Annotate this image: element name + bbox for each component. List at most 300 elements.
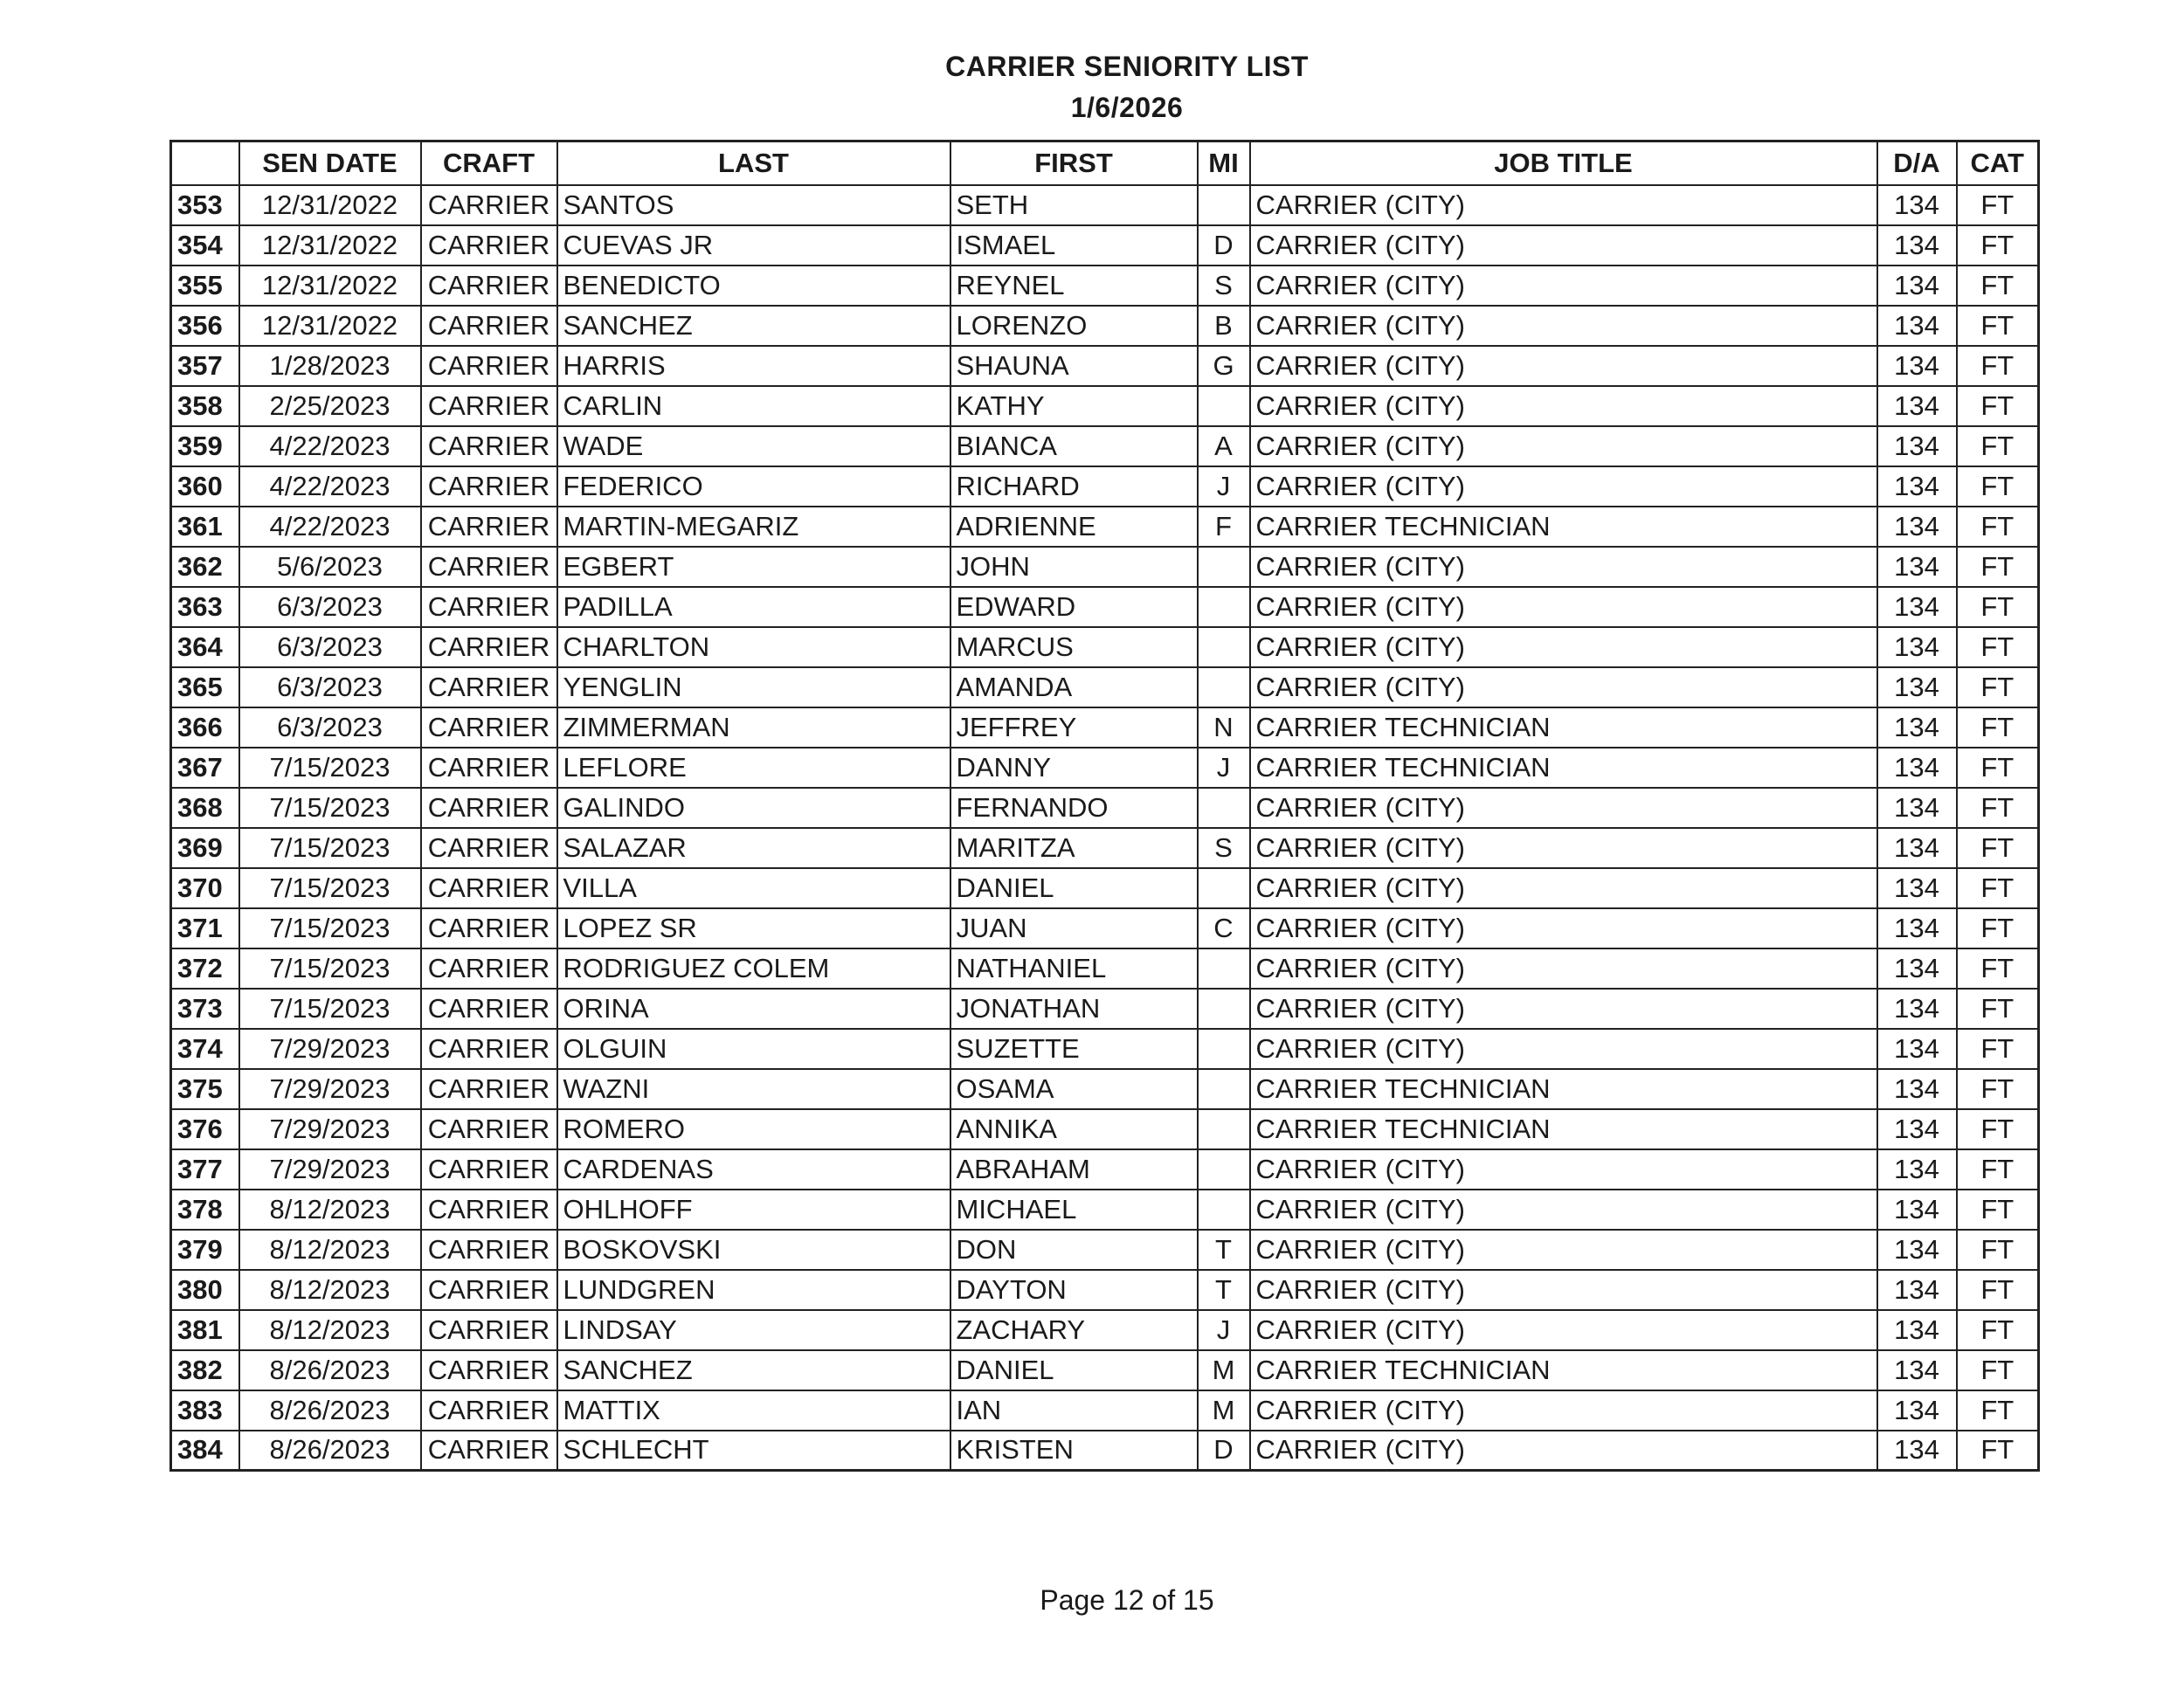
- cell-last: OHLHOFF: [557, 1190, 950, 1230]
- cell-craft: CARRIER: [421, 948, 557, 989]
- cell-first: REYNEL: [950, 266, 1198, 306]
- cell-cat: FT: [1957, 466, 2039, 507]
- cell-last: CHARLTON: [557, 627, 950, 667]
- cell-num: 369: [171, 828, 239, 868]
- cell-da: 134: [1877, 426, 1957, 466]
- cell-job-title: CARRIER (CITY): [1250, 627, 1877, 667]
- cell-mi: [1198, 587, 1250, 627]
- cell-last: VILLA: [557, 868, 950, 908]
- cell-num: 382: [171, 1350, 239, 1390]
- cell-craft: CARRIER: [421, 1270, 557, 1310]
- cell-num: 366: [171, 707, 239, 748]
- cell-last: HARRIS: [557, 346, 950, 386]
- cell-sen-date: 7/29/2023: [239, 1149, 421, 1190]
- table-row: [171, 667, 2039, 707]
- cell-num: 380: [171, 1270, 239, 1310]
- cell-sen-date: 7/15/2023: [239, 828, 421, 868]
- cell-job-title: CARRIER (CITY): [1250, 1149, 1877, 1190]
- cell-sen-date: 7/15/2023: [239, 788, 421, 828]
- cell-last: GALINDO: [557, 788, 950, 828]
- cell-da: 134: [1877, 989, 1957, 1029]
- cell-num: 367: [171, 748, 239, 788]
- cell-num: 360: [171, 466, 239, 507]
- cell-first: KRISTEN: [950, 1431, 1198, 1471]
- cell-first: FERNANDO: [950, 788, 1198, 828]
- cell-cat: FT: [1957, 547, 2039, 587]
- cell-mi: M: [1198, 1390, 1250, 1431]
- cell-mi: [1198, 1069, 1250, 1109]
- cell-da: 134: [1877, 1109, 1957, 1149]
- cell-last: ZIMMERMAN: [557, 707, 950, 748]
- table-row: [171, 306, 2039, 346]
- cell-mi: S: [1198, 266, 1250, 306]
- cell-craft: CARRIER: [421, 1029, 557, 1069]
- header-mi: MI: [1198, 141, 1250, 185]
- table-row: [171, 1310, 2039, 1350]
- cell-cat: FT: [1957, 1230, 2039, 1270]
- cell-mi: [1198, 868, 1250, 908]
- cell-num: 364: [171, 627, 239, 667]
- cell-mi: [1198, 627, 1250, 667]
- cell-da: 134: [1877, 1230, 1957, 1270]
- cell-first: EDWARD: [950, 587, 1198, 627]
- cell-craft: CARRIER: [421, 587, 557, 627]
- cell-craft: CARRIER: [421, 828, 557, 868]
- cell-last: SANCHEZ: [557, 1350, 950, 1390]
- header-first: FIRST: [950, 141, 1198, 185]
- cell-da: 134: [1877, 1390, 1957, 1431]
- cell-cat: FT: [1957, 748, 2039, 788]
- cell-craft: CARRIER: [421, 1109, 557, 1149]
- cell-num: 384: [171, 1431, 239, 1471]
- cell-mi: [1198, 386, 1250, 426]
- table-row: [171, 948, 2039, 989]
- cell-da: 134: [1877, 386, 1957, 426]
- cell-num: 379: [171, 1230, 239, 1270]
- cell-num: 355: [171, 266, 239, 306]
- seniority-table: [169, 140, 2040, 1472]
- cell-first: DAYTON: [950, 1270, 1198, 1310]
- cell-craft: CARRIER: [421, 306, 557, 346]
- cell-job-title: CARRIER (CITY): [1250, 225, 1877, 266]
- cell-mi: [1198, 1109, 1250, 1149]
- cell-job-title: CARRIER TECHNICIAN: [1250, 507, 1877, 547]
- cell-first: SHAUNA: [950, 346, 1198, 386]
- cell-num: 381: [171, 1310, 239, 1350]
- cell-da: 134: [1877, 587, 1957, 627]
- table-row: [171, 1109, 2039, 1149]
- cell-first: BIANCA: [950, 426, 1198, 466]
- table-row: [171, 346, 2039, 386]
- cell-craft: CARRIER: [421, 386, 557, 426]
- table-header: [171, 141, 2039, 185]
- cell-sen-date: 7/15/2023: [239, 948, 421, 989]
- cell-num: 368: [171, 788, 239, 828]
- cell-craft: CARRIER: [421, 547, 557, 587]
- table-row: [171, 507, 2039, 547]
- cell-mi: A: [1198, 426, 1250, 466]
- cell-job-title: CARRIER (CITY): [1250, 587, 1877, 627]
- cell-sen-date: 8/12/2023: [239, 1230, 421, 1270]
- cell-cat: FT: [1957, 667, 2039, 707]
- cell-last: MATTIX: [557, 1390, 950, 1431]
- table-body: [171, 185, 2039, 1471]
- cell-job-title: CARRIER (CITY): [1250, 908, 1877, 948]
- cell-da: 134: [1877, 185, 1957, 225]
- header-sen-date: SEN DATE: [239, 141, 421, 185]
- cell-mi: J: [1198, 748, 1250, 788]
- cell-first: RICHARD: [950, 466, 1198, 507]
- cell-job-title: CARRIER (CITY): [1250, 1230, 1877, 1270]
- cell-craft: CARRIER: [421, 707, 557, 748]
- cell-num: 362: [171, 547, 239, 587]
- cell-craft: CARRIER: [421, 1431, 557, 1471]
- cell-sen-date: 12/31/2022: [239, 306, 421, 346]
- header-num: [171, 141, 239, 185]
- cell-cat: FT: [1957, 1350, 2039, 1390]
- cell-da: 134: [1877, 1029, 1957, 1069]
- cell-last: WADE: [557, 426, 950, 466]
- cell-job-title: CARRIER (CITY): [1250, 1270, 1877, 1310]
- cell-craft: CARRIER: [421, 627, 557, 667]
- cell-last: SALAZAR: [557, 828, 950, 868]
- cell-last: RODRIGUEZ COLEM: [557, 948, 950, 989]
- cell-cat: FT: [1957, 788, 2039, 828]
- cell-last: BENEDICTO: [557, 266, 950, 306]
- cell-cat: FT: [1957, 306, 2039, 346]
- cell-job-title: CARRIER (CITY): [1250, 1390, 1877, 1431]
- table-row: [171, 1350, 2039, 1390]
- cell-last: OLGUIN: [557, 1029, 950, 1069]
- cell-job-title: CARRIER TECHNICIAN: [1250, 1069, 1877, 1109]
- cell-sen-date: 8/12/2023: [239, 1310, 421, 1350]
- cell-last: SANCHEZ: [557, 306, 950, 346]
- cell-cat: FT: [1957, 185, 2039, 225]
- cell-mi: [1198, 547, 1250, 587]
- cell-cat: FT: [1957, 587, 2039, 627]
- cell-last: WAZNI: [557, 1069, 950, 1109]
- cell-first: AMANDA: [950, 667, 1198, 707]
- header-cat: CAT: [1957, 141, 2039, 185]
- cell-da: 134: [1877, 466, 1957, 507]
- cell-last: YENGLIN: [557, 667, 950, 707]
- cell-num: 377: [171, 1149, 239, 1190]
- cell-sen-date: 12/31/2022: [239, 185, 421, 225]
- cell-craft: CARRIER: [421, 989, 557, 1029]
- table-row: [171, 1431, 2039, 1471]
- cell-cat: FT: [1957, 1270, 2039, 1310]
- cell-first: OSAMA: [950, 1069, 1198, 1109]
- cell-cat: FT: [1957, 266, 2039, 306]
- cell-da: 134: [1877, 225, 1957, 266]
- cell-num: 361: [171, 507, 239, 547]
- cell-last: MARTIN-MEGARIZ: [557, 507, 950, 547]
- table-row: [171, 547, 2039, 587]
- cell-sen-date: 7/29/2023: [239, 1109, 421, 1149]
- cell-first: ANNIKA: [950, 1109, 1198, 1149]
- cell-cat: FT: [1957, 1190, 2039, 1230]
- cell-mi: [1198, 1029, 1250, 1069]
- cell-job-title: CARRIER (CITY): [1250, 1310, 1877, 1350]
- cell-sen-date: 8/12/2023: [239, 1190, 421, 1230]
- cell-mi: C: [1198, 908, 1250, 948]
- cell-first: SUZETTE: [950, 1029, 1198, 1069]
- cell-job-title: CARRIER (CITY): [1250, 1431, 1877, 1471]
- cell-craft: CARRIER: [421, 788, 557, 828]
- cell-da: 134: [1877, 507, 1957, 547]
- cell-num: 373: [171, 989, 239, 1029]
- cell-first: MARITZA: [950, 828, 1198, 868]
- table-row: [171, 1390, 2039, 1431]
- header-job-title: JOB TITLE: [1250, 141, 1877, 185]
- cell-da: 134: [1877, 1431, 1957, 1471]
- cell-cat: FT: [1957, 828, 2039, 868]
- cell-cat: FT: [1957, 1431, 2039, 1471]
- cell-cat: FT: [1957, 1109, 2039, 1149]
- cell-sen-date: 12/31/2022: [239, 266, 421, 306]
- cell-da: 134: [1877, 627, 1957, 667]
- cell-mi: [1198, 1149, 1250, 1190]
- cell-num: 353: [171, 185, 239, 225]
- cell-da: 134: [1877, 1149, 1957, 1190]
- cell-first: LORENZO: [950, 306, 1198, 346]
- cell-first: SETH: [950, 185, 1198, 225]
- cell-job-title: CARRIER TECHNICIAN: [1250, 1350, 1877, 1390]
- cell-last: CARLIN: [557, 386, 950, 426]
- table-row: [171, 1029, 2039, 1069]
- cell-cat: FT: [1957, 1029, 2039, 1069]
- cell-craft: CARRIER: [421, 225, 557, 266]
- cell-cat: FT: [1957, 426, 2039, 466]
- table-row: [171, 1230, 2039, 1270]
- cell-cat: FT: [1957, 386, 2039, 426]
- cell-cat: FT: [1957, 627, 2039, 667]
- cell-mi: J: [1198, 466, 1250, 507]
- cell-sen-date: 2/25/2023: [239, 386, 421, 426]
- table-row: [171, 1149, 2039, 1190]
- cell-cat: FT: [1957, 1069, 2039, 1109]
- cell-cat: FT: [1957, 1310, 2039, 1350]
- cell-first: ABRAHAM: [950, 1149, 1198, 1190]
- cell-sen-date: 7/29/2023: [239, 1069, 421, 1109]
- cell-job-title: CARRIER (CITY): [1250, 346, 1877, 386]
- cell-cat: FT: [1957, 346, 2039, 386]
- cell-da: 134: [1877, 266, 1957, 306]
- cell-last: LEFLORE: [557, 748, 950, 788]
- table-row: [171, 1190, 2039, 1230]
- cell-mi: N: [1198, 707, 1250, 748]
- table-row: [171, 426, 2039, 466]
- cell-sen-date: 6/3/2023: [239, 667, 421, 707]
- cell-first: KATHY: [950, 386, 1198, 426]
- cell-da: 134: [1877, 1270, 1957, 1310]
- table-row: [171, 828, 2039, 868]
- cell-mi: [1198, 989, 1250, 1029]
- table-row: [171, 587, 2039, 627]
- cell-num: 374: [171, 1029, 239, 1069]
- cell-num: 354: [171, 225, 239, 266]
- cell-first: MARCUS: [950, 627, 1198, 667]
- cell-craft: CARRIER: [421, 466, 557, 507]
- cell-sen-date: 7/29/2023: [239, 1029, 421, 1069]
- cell-job-title: CARRIER (CITY): [1250, 547, 1877, 587]
- cell-last: SANTOS: [557, 185, 950, 225]
- cell-num: 356: [171, 306, 239, 346]
- cell-sen-date: 8/12/2023: [239, 1270, 421, 1310]
- cell-num: 383: [171, 1390, 239, 1431]
- cell-mi: B: [1198, 306, 1250, 346]
- page-footer: Page 12 of 15: [1040, 1584, 1214, 1616]
- cell-mi: T: [1198, 1230, 1250, 1270]
- cell-da: 134: [1877, 667, 1957, 707]
- cell-first: JONATHAN: [950, 989, 1198, 1029]
- cell-sen-date: 6/3/2023: [239, 707, 421, 748]
- cell-craft: CARRIER: [421, 868, 557, 908]
- cell-craft: CARRIER: [421, 667, 557, 707]
- cell-mi: [1198, 1190, 1250, 1230]
- cell-sen-date: 7/15/2023: [239, 868, 421, 908]
- header-craft: CRAFT: [421, 141, 557, 185]
- cell-sen-date: 1/28/2023: [239, 346, 421, 386]
- cell-job-title: CARRIER (CITY): [1250, 466, 1877, 507]
- header-row: [171, 141, 2039, 185]
- cell-job-title: CARRIER (CITY): [1250, 868, 1877, 908]
- cell-last: PADILLA: [557, 587, 950, 627]
- table-row: [171, 868, 2039, 908]
- cell-last: CARDENAS: [557, 1149, 950, 1190]
- cell-da: 134: [1877, 788, 1957, 828]
- table-row: [171, 466, 2039, 507]
- cell-num: 372: [171, 948, 239, 989]
- table-row: [171, 707, 2039, 748]
- cell-craft: CARRIER: [421, 346, 557, 386]
- cell-last: SCHLECHT: [557, 1431, 950, 1471]
- cell-mi: [1198, 948, 1250, 989]
- cell-last: LUNDGREN: [557, 1270, 950, 1310]
- cell-last: FEDERICO: [557, 466, 950, 507]
- cell-last: EGBERT: [557, 547, 950, 587]
- cell-sen-date: 6/3/2023: [239, 627, 421, 667]
- cell-cat: FT: [1957, 1390, 2039, 1431]
- cell-da: 134: [1877, 1190, 1957, 1230]
- cell-last: ROMERO: [557, 1109, 950, 1149]
- cell-da: 134: [1877, 707, 1957, 748]
- cell-sen-date: 4/22/2023: [239, 507, 421, 547]
- cell-craft: CARRIER: [421, 507, 557, 547]
- document-title: CARRIER SENIORITY LIST: [945, 51, 1309, 82]
- cell-sen-date: 7/15/2023: [239, 908, 421, 948]
- cell-last: CUEVAS JR: [557, 225, 950, 266]
- cell-sen-date: 7/15/2023: [239, 748, 421, 788]
- cell-cat: FT: [1957, 989, 2039, 1029]
- cell-sen-date: 4/22/2023: [239, 426, 421, 466]
- cell-first: JOHN: [950, 547, 1198, 587]
- cell-mi: S: [1198, 828, 1250, 868]
- cell-cat: FT: [1957, 707, 2039, 748]
- cell-mi: T: [1198, 1270, 1250, 1310]
- cell-first: MICHAEL: [950, 1190, 1198, 1230]
- cell-da: 134: [1877, 828, 1957, 868]
- table-row: [171, 266, 2039, 306]
- cell-num: 375: [171, 1069, 239, 1109]
- header-da: D/A: [1877, 141, 1957, 185]
- cell-sen-date: 4/22/2023: [239, 466, 421, 507]
- cell-mi: [1198, 185, 1250, 225]
- cell-last: LOPEZ SR: [557, 908, 950, 948]
- cell-job-title: CARRIER TECHNICIAN: [1250, 748, 1877, 788]
- cell-sen-date: 5/6/2023: [239, 547, 421, 587]
- cell-num: 358: [171, 386, 239, 426]
- cell-job-title: CARRIER (CITY): [1250, 1029, 1877, 1069]
- cell-num: 370: [171, 868, 239, 908]
- cell-cat: FT: [1957, 948, 2039, 989]
- cell-da: 134: [1877, 306, 1957, 346]
- table-row: [171, 225, 2039, 266]
- table-row: [171, 989, 2039, 1029]
- cell-craft: CARRIER: [421, 185, 557, 225]
- cell-job-title: CARRIER (CITY): [1250, 426, 1877, 466]
- cell-cat: FT: [1957, 908, 2039, 948]
- cell-craft: CARRIER: [421, 1310, 557, 1350]
- table-row: [171, 627, 2039, 667]
- cell-first: DANNY: [950, 748, 1198, 788]
- cell-da: 134: [1877, 1310, 1957, 1350]
- cell-num: 365: [171, 667, 239, 707]
- cell-first: DANIEL: [950, 1350, 1198, 1390]
- cell-craft: CARRIER: [421, 1149, 557, 1190]
- cell-cat: FT: [1957, 1149, 2039, 1190]
- cell-num: 363: [171, 587, 239, 627]
- cell-first: JEFFREY: [950, 707, 1198, 748]
- cell-job-title: CARRIER (CITY): [1250, 266, 1877, 306]
- cell-job-title: CARRIER (CITY): [1250, 989, 1877, 1029]
- cell-first: ZACHARY: [950, 1310, 1198, 1350]
- table-row: [171, 748, 2039, 788]
- cell-first: DON: [950, 1230, 1198, 1270]
- cell-da: 134: [1877, 908, 1957, 948]
- cell-last: ORINA: [557, 989, 950, 1029]
- cell-cat: FT: [1957, 868, 2039, 908]
- cell-last: LINDSAY: [557, 1310, 950, 1350]
- cell-job-title: CARRIER TECHNICIAN: [1250, 1109, 1877, 1149]
- header-last: LAST: [557, 141, 950, 185]
- cell-mi: G: [1198, 346, 1250, 386]
- cell-craft: CARRIER: [421, 908, 557, 948]
- cell-craft: CARRIER: [421, 1069, 557, 1109]
- cell-last: BOSKOVSKI: [557, 1230, 950, 1270]
- cell-sen-date: 7/15/2023: [239, 989, 421, 1029]
- cell-craft: CARRIER: [421, 748, 557, 788]
- cell-sen-date: 6/3/2023: [239, 587, 421, 627]
- cell-first: ISMAEL: [950, 225, 1198, 266]
- cell-craft: CARRIER: [421, 1190, 557, 1230]
- cell-job-title: CARRIER (CITY): [1250, 667, 1877, 707]
- cell-num: 378: [171, 1190, 239, 1230]
- cell-first: JUAN: [950, 908, 1198, 948]
- cell-job-title: CARRIER (CITY): [1250, 828, 1877, 868]
- table-row: [171, 185, 2039, 225]
- cell-sen-date: 8/26/2023: [239, 1390, 421, 1431]
- cell-mi: M: [1198, 1350, 1250, 1390]
- cell-sen-date: 8/26/2023: [239, 1431, 421, 1471]
- cell-first: NATHANIEL: [950, 948, 1198, 989]
- cell-job-title: CARRIER TECHNICIAN: [1250, 707, 1877, 748]
- cell-da: 134: [1877, 948, 1957, 989]
- cell-mi: [1198, 788, 1250, 828]
- cell-job-title: CARRIER (CITY): [1250, 1190, 1877, 1230]
- cell-craft: CARRIER: [421, 426, 557, 466]
- cell-craft: CARRIER: [421, 266, 557, 306]
